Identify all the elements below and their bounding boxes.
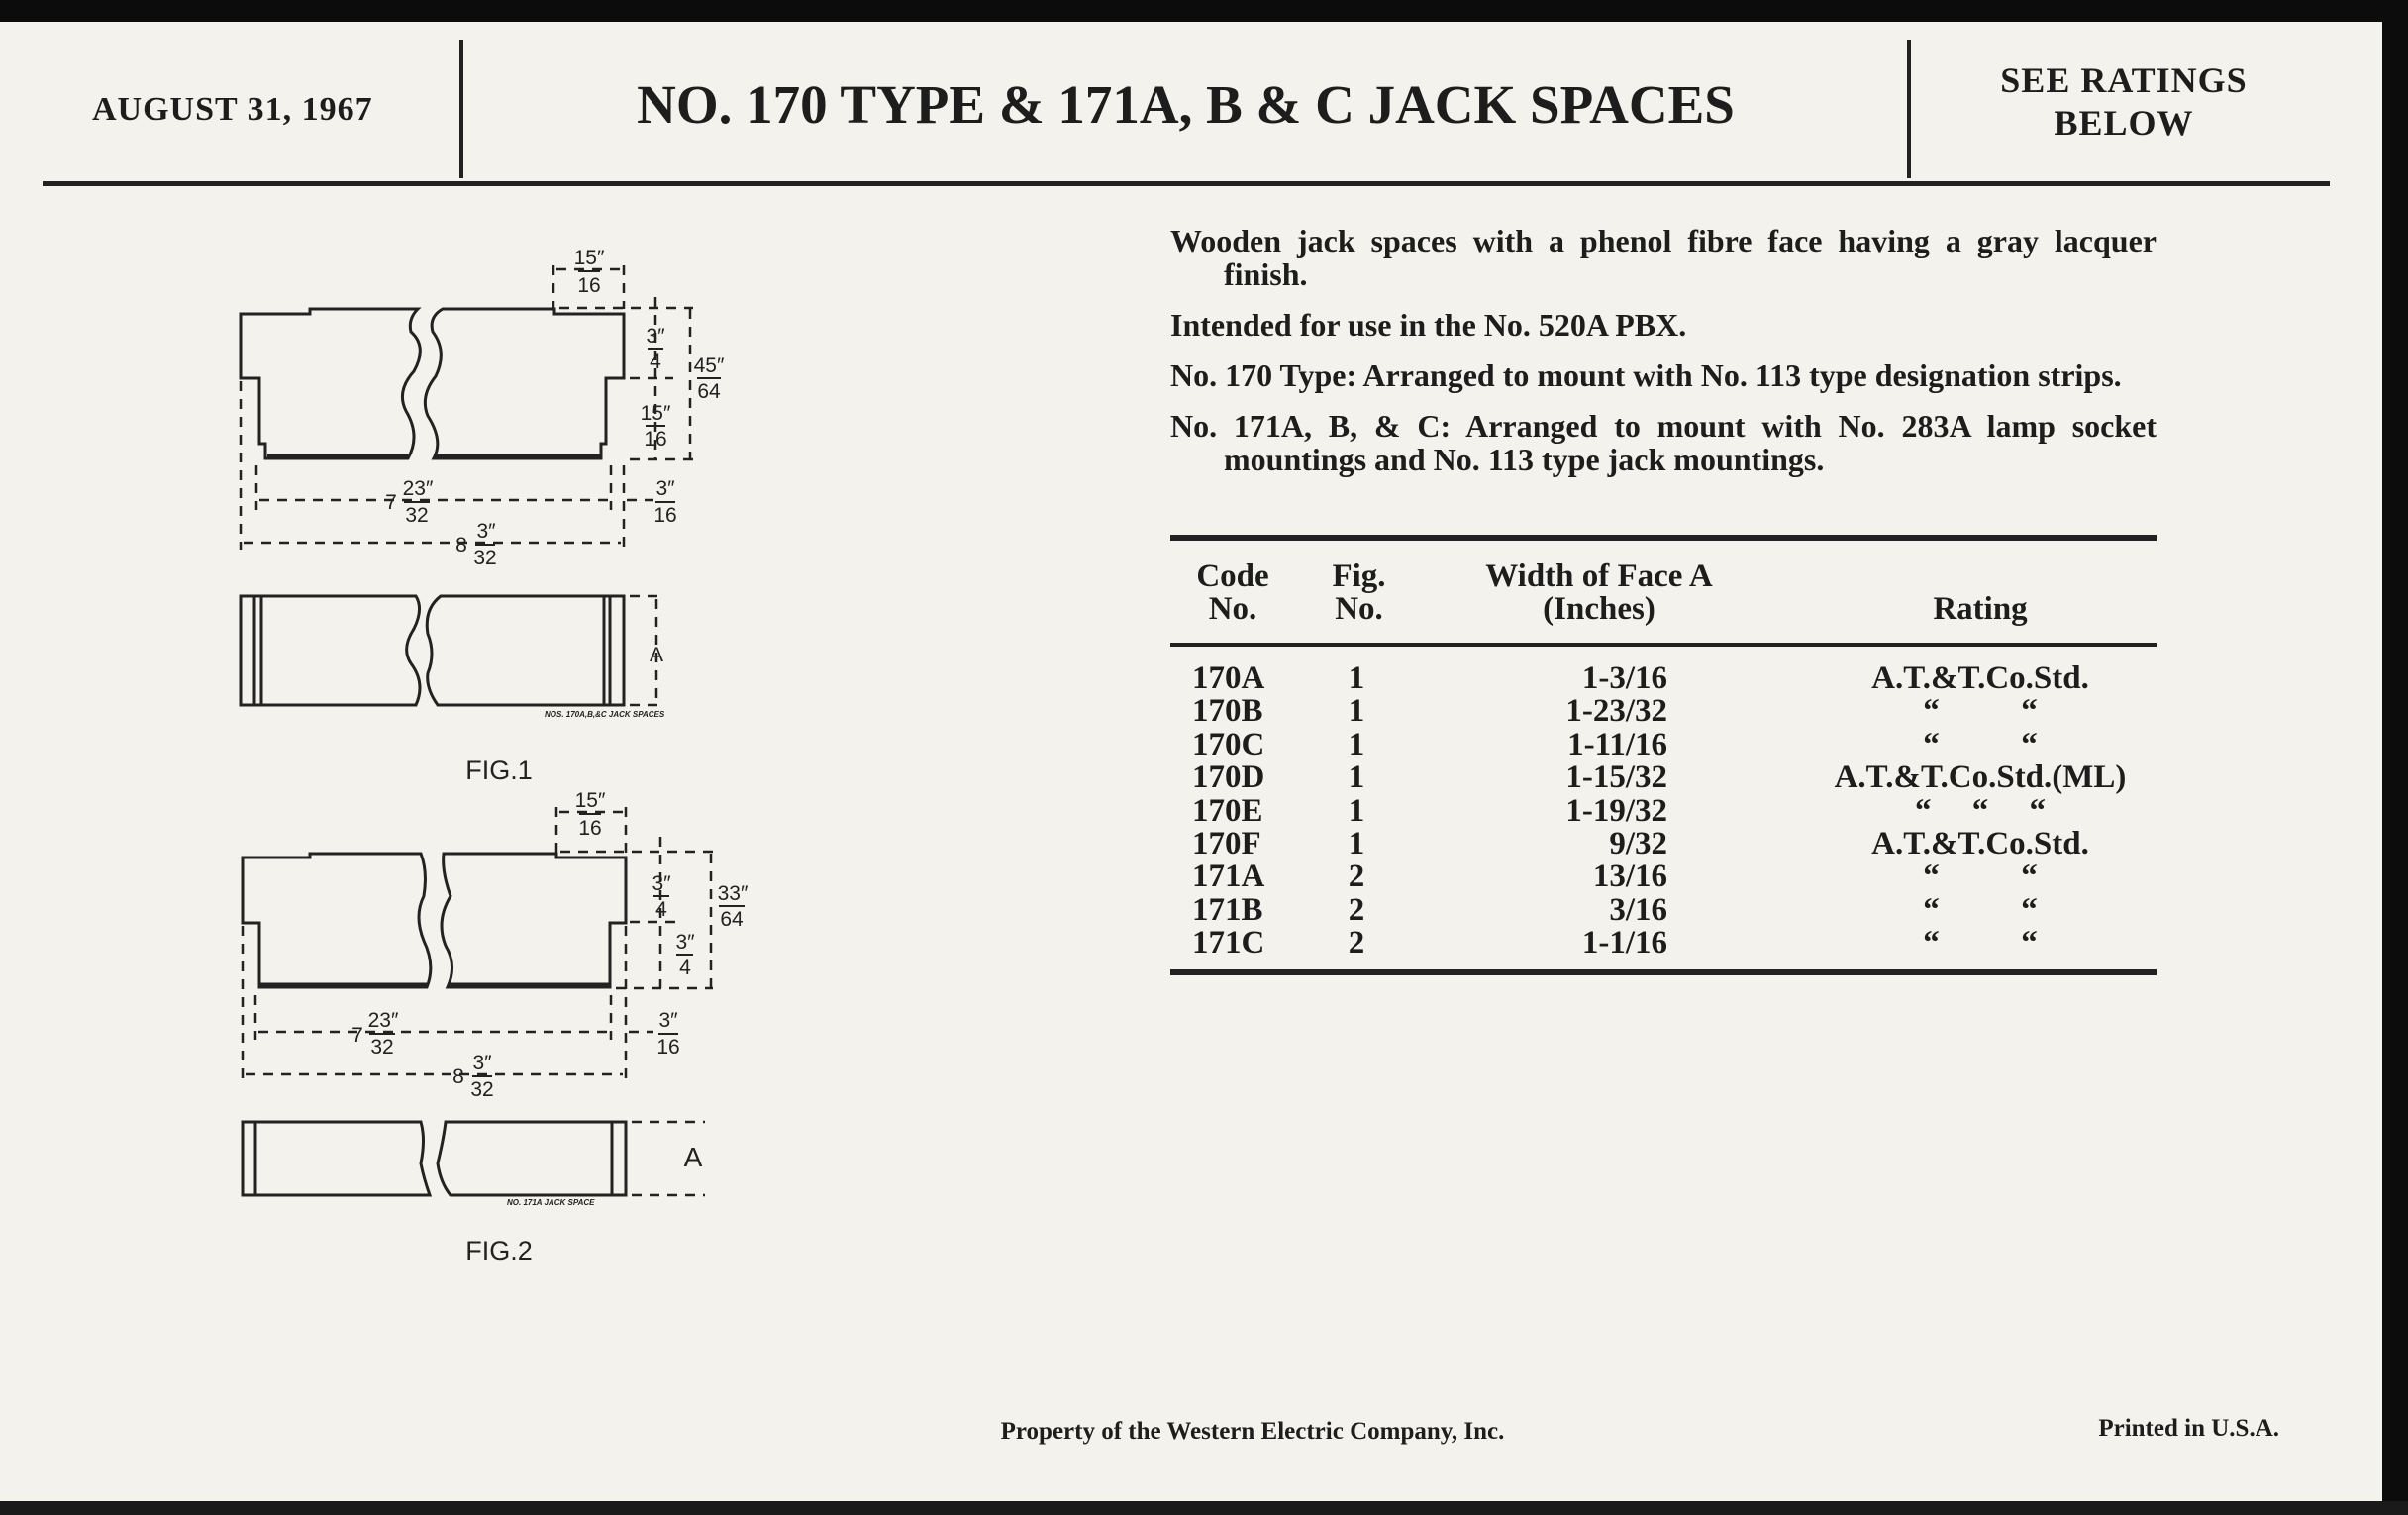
face-a-label: A — [683, 1142, 703, 1172]
fig1-side-view-right — [425, 309, 624, 458]
fig1-face-view-left — [241, 596, 420, 705]
table-cell-code: 170F — [1192, 826, 1261, 861]
header-text: No. — [1335, 591, 1383, 627]
table-cell-width: 1-23/32 — [1565, 693, 1667, 730]
dim-label: 3″ — [646, 325, 665, 348]
table-cell-fig: 2 — [1348, 891, 1365, 928]
dim-label: 23″ — [402, 477, 434, 500]
table-cell-width: 1-1/16 — [1581, 925, 1667, 961]
table-cell-fig: 2 — [1348, 925, 1365, 961]
fig1-side-view-left — [241, 309, 420, 458]
dim-label: 3″ — [652, 872, 671, 895]
header-text: (Inches) — [1543, 591, 1656, 627]
table-cell-code: 170D — [1192, 759, 1265, 796]
table-cell-width: 1-11/16 — [1567, 726, 1667, 762]
fig1-face-view-right — [427, 596, 624, 705]
table-cell-width: 3/16 — [1609, 891, 1667, 928]
dim-label: 3″ — [675, 931, 695, 954]
table-cell-fig: 1 — [1348, 826, 1365, 861]
fig2-face-view-right — [438, 1122, 626, 1195]
table-cell-width: 1-3/16 — [1581, 660, 1667, 696]
issue-date: AUGUST 31, 1967 — [92, 91, 373, 128]
dim-label: 16 — [577, 274, 601, 297]
dim-label: 64 — [720, 908, 744, 931]
header-text: Code — [1196, 558, 1269, 594]
dim-label: 3″ — [658, 1009, 678, 1032]
table-cell-rating: “ “ — [1923, 693, 2038, 730]
table-cell-width: 13/16 — [1592, 858, 1667, 895]
table-cell-code: 171C — [1192, 925, 1265, 961]
dim-label: 4 — [650, 351, 661, 373]
table-cell-rating: A.T.&T.Co.Std.(ML) — [1834, 759, 2127, 796]
dim-label: 45″ — [693, 354, 725, 377]
dim-label: 8 — [452, 1065, 464, 1088]
rating-note-line: SEE RATINGS — [2000, 60, 2248, 100]
description-paragraph: Intended for use in the No. 520A PBX. — [1170, 307, 1687, 343]
table-cell-width: 1-15/32 — [1565, 759, 1667, 796]
footer-property: Property of the Western Electric Company, Inc. — [1000, 1418, 1505, 1445]
dim-label: 15″ — [573, 247, 605, 269]
table-cell-width: 1-19/32 — [1565, 792, 1667, 829]
header-text: Fig. — [1332, 558, 1386, 594]
dim-label: 4 — [679, 957, 691, 979]
dim-label: 64 — [697, 380, 721, 403]
description-paragraph: No. 170 Type: Arranged to mount with No. 113 type designation strips. — [1170, 357, 2122, 393]
table-cell-width: 9/32 — [1609, 826, 1667, 861]
dim-label: 32 — [470, 1078, 494, 1101]
fig2-side-view-left — [243, 854, 431, 987]
dim-label: 8 — [455, 534, 467, 556]
figure-caption: FIG.1 — [465, 756, 533, 785]
dim-label: 32 — [370, 1036, 394, 1059]
dim-label: 32 — [473, 547, 497, 569]
dim-label: 3″ — [476, 520, 496, 543]
dim-label: 15″ — [574, 789, 606, 812]
table-cell-rating: A.T.&T.Co.Std. — [1871, 826, 2089, 861]
part-label: NO. 171A JACK SPACE — [507, 1198, 595, 1207]
table-cell-fig: 1 — [1348, 726, 1365, 762]
table-cell-fig: 1 — [1348, 693, 1365, 730]
table-cell-rating: “ “ — [1923, 726, 2038, 762]
dim-label: 7 — [385, 491, 397, 514]
fig2-side-view-right — [442, 854, 626, 987]
dim-label: 3″ — [472, 1052, 492, 1074]
description-paragraph: Wooden jack spaces with a phenol fibre face having a gray lacquer finish. — [1170, 223, 2157, 292]
fig2-dimension-lines — [243, 807, 713, 1195]
header-text: Width of Face A — [1485, 558, 1713, 594]
dim-label: 32 — [405, 504, 429, 527]
part-label: NOS. 170A,B,&C JACK SPACES — [545, 710, 665, 719]
footer-printed: Printed in U.S.A. — [2098, 1415, 2279, 1442]
table-cell-rating: “ “ — [1923, 925, 2038, 961]
table-cell-code: 171B — [1192, 891, 1263, 928]
dim-label: 23″ — [367, 1009, 399, 1032]
dim-label: 16 — [578, 817, 602, 840]
fig2-face-view-left — [243, 1122, 430, 1195]
table-cell-rating: “ “ — [1923, 858, 2038, 895]
figure-caption: FIG.2 — [465, 1236, 533, 1265]
header-rating: Rating — [1933, 591, 2028, 627]
table-cell-rating: A.T.&T.Co.Std. — [1871, 660, 2089, 696]
table-cell-fig: 2 — [1348, 858, 1365, 895]
dim-label: 33″ — [717, 882, 749, 905]
rating-note-line: BELOW — [2054, 103, 2194, 143]
table-cell-rating: “ “ — [1923, 891, 2038, 928]
table-cell-code: 170E — [1192, 792, 1263, 829]
dim-label: 16 — [656, 1036, 680, 1059]
dim-label: 15″ — [640, 402, 671, 425]
table-cell-fig: 1 — [1348, 759, 1365, 796]
dim-label: 4 — [655, 898, 667, 921]
header-text: No. — [1208, 591, 1257, 627]
face-a-label: A — [649, 644, 664, 666]
dim-label: 16 — [644, 428, 667, 451]
table-cell-fig: 1 — [1348, 792, 1365, 829]
dim-label: 7 — [351, 1024, 363, 1047]
table-cell-code: 170A — [1192, 660, 1265, 696]
table-cell-code: 171A — [1192, 858, 1265, 895]
table-cell-code: 170B — [1192, 693, 1263, 730]
description-paragraph: No. 171A, B, & C: Arranged to mount with No. 283A lamp socket mountings and No. 113 type jack mountings. — [1170, 408, 2157, 477]
table-cell-fig: 1 — [1348, 660, 1365, 696]
dim-label: 3″ — [655, 477, 675, 500]
dim-label: 16 — [653, 504, 677, 527]
table-cell-rating: “ “ “ — [1915, 792, 2046, 829]
table-cell-code: 170C — [1192, 726, 1265, 762]
page-title: NO. 170 TYPE & 171A, B & C JACK SPACES — [637, 74, 1735, 135]
